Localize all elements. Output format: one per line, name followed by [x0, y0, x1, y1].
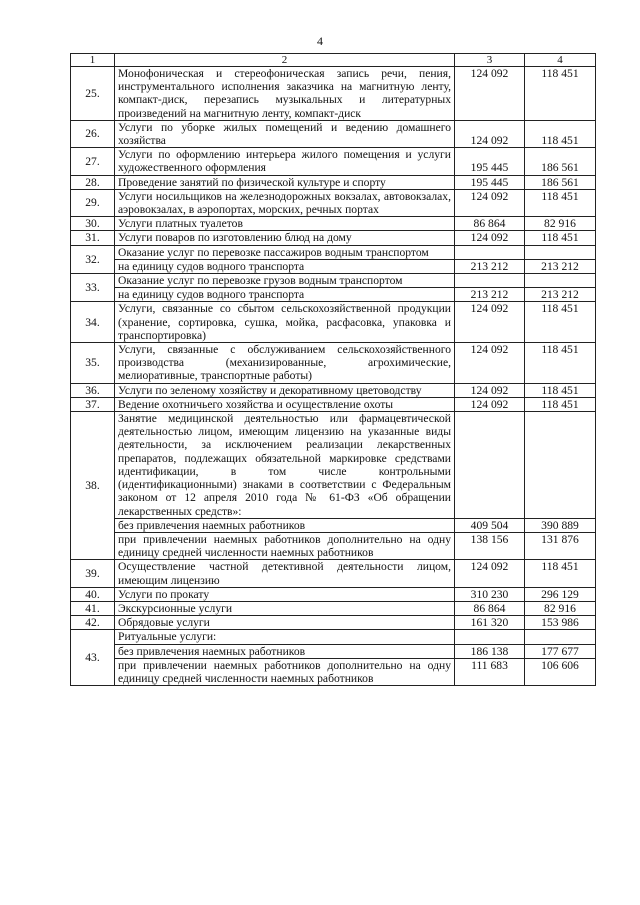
service-name: Монофоническая и стереофоническая запись речи, пения, инструментального исполнения заказчика на магнитную ленту, компакт-диск, перезапись музыкальных и литературных произведений на магнитную ленту, компакт-диск — [115, 67, 455, 121]
service-subitem: на единицу судов водного транспорта — [115, 259, 455, 273]
empty-cell — [525, 245, 596, 259]
empty-cell — [455, 245, 525, 259]
value-col4: 131 876 — [525, 532, 596, 559]
table-row — [71, 148, 596, 175]
service-name: Услуги по уборке жилых помещений и ведению домашнего хозяйства — [115, 120, 455, 147]
row-number: 25. — [71, 67, 115, 121]
value-col3: 124 092 — [455, 189, 525, 216]
value-col4: 390 889 — [525, 518, 596, 532]
row-number: 34. — [71, 302, 115, 343]
value-col3: 124 092 — [455, 397, 525, 411]
value-col4: 296 129 — [525, 587, 596, 601]
table-row — [71, 120, 596, 147]
table-row — [71, 175, 596, 189]
service-name: Ведение охотничьего хозяйства и осуществление охоты — [115, 397, 455, 411]
table-row — [71, 397, 596, 411]
table-row — [71, 67, 596, 121]
row-number: 28. — [71, 175, 115, 189]
service-name: Услуги поваров по изготовлению блюд на дому — [115, 231, 455, 245]
empty-cell — [455, 274, 525, 288]
table-row — [71, 601, 596, 615]
service-name: Оказание услуг по перевозке грузов водным транспортом — [115, 274, 455, 288]
service-name: Экскурсионные услуги — [115, 601, 455, 615]
value-col3: 186 138 — [455, 644, 525, 658]
value-col3: 195 445 — [455, 148, 525, 175]
value-col3: 124 092 — [455, 383, 525, 397]
row-number: 27. — [71, 148, 115, 175]
header-cell: 2 — [115, 54, 455, 67]
row-number: 31. — [71, 231, 115, 245]
value-col4: 213 212 — [525, 288, 596, 302]
service-name: Оказание услуг по перевозке пассажиров водным транспортом — [115, 245, 455, 259]
service-name: Осуществление частной детективной деятельности лицом, имеющим лицензию — [115, 560, 455, 587]
value-col3: 138 156 — [455, 532, 525, 559]
empty-cell — [525, 630, 596, 644]
table-row — [71, 630, 596, 644]
value-col4: 118 451 — [525, 231, 596, 245]
value-col3: 310 230 — [455, 587, 525, 601]
table-row — [71, 412, 596, 519]
value-col3: 124 092 — [455, 231, 525, 245]
value-col4: 118 451 — [525, 397, 596, 411]
row-number: 39. — [71, 560, 115, 587]
value-col4: 118 451 — [525, 120, 596, 147]
service-name: Услуги, связанные с обслуживанием сельскохозяйственного производства (механизированные, агрохимические, мелиоративные, транспортные работы) — [115, 343, 455, 384]
page-number: 4 — [317, 34, 323, 48]
value-col3: 124 092 — [455, 560, 525, 587]
value-col4: 186 561 — [525, 175, 596, 189]
table-row — [71, 274, 596, 288]
empty-cell — [525, 274, 596, 288]
row-number: 32. — [71, 245, 115, 273]
row-number: 41. — [71, 601, 115, 615]
row-number: 42. — [71, 616, 115, 630]
row-number: 30. — [71, 217, 115, 231]
value-col3: 124 092 — [455, 67, 525, 121]
service-name: Услуги, связанные со сбытом сельскохозяйственной продукции (хранение, сортировка, сушка, мойка, расфасовка, упаковка и транспортировка) — [115, 302, 455, 343]
table-row — [71, 343, 596, 384]
value-col3: 124 092 — [455, 343, 525, 384]
service-name: Проведение занятий по физической культуре и спорту — [115, 175, 455, 189]
row-number: 38. — [71, 412, 115, 560]
rates-table — [70, 53, 596, 686]
table-row — [71, 217, 596, 231]
table-subrow — [71, 532, 596, 559]
value-col3: 86 864 — [455, 601, 525, 615]
empty-cell — [525, 412, 596, 519]
table-subrow — [71, 658, 596, 685]
service-name: Услуги платных туалетов — [115, 217, 455, 231]
value-col4: 177 677 — [525, 644, 596, 658]
value-col4: 153 986 — [525, 616, 596, 630]
row-number: 33. — [71, 274, 115, 302]
header-cell: 1 — [71, 54, 115, 67]
service-name: Услуги носильщиков на железнодорожных вокзалах, автовокзалах, аэровокзалах, в аэропортах, морских, речных портах — [115, 189, 455, 216]
value-col4: 118 451 — [525, 383, 596, 397]
value-col3: 213 212 — [455, 288, 525, 302]
value-col3: 111 683 — [455, 658, 525, 685]
table-row — [71, 560, 596, 587]
service-name: Услуги по оформлению интерьера жилого помещения и услуги художественного оформления — [115, 148, 455, 175]
row-number: 40. — [71, 587, 115, 601]
table-row — [71, 616, 596, 630]
table-row — [71, 587, 596, 601]
value-col3: 195 445 — [455, 175, 525, 189]
row-number: 26. — [71, 120, 115, 147]
service-subitem: на единицу судов водного транспорта — [115, 288, 455, 302]
empty-cell — [455, 412, 525, 519]
service-name: Ритуальные услуги: — [115, 630, 455, 644]
table-subrow — [71, 518, 596, 532]
value-col4: 213 212 — [525, 259, 596, 273]
value-col3: 86 864 — [455, 217, 525, 231]
header-cell: 4 — [525, 54, 596, 67]
header-row — [71, 54, 596, 67]
row-number: 35. — [71, 343, 115, 384]
service-subitem: при привлечении наемных работников дополнительно на одну единицу средней численности наемных работников — [115, 658, 455, 685]
value-col4: 118 451 — [525, 189, 596, 216]
table-row — [71, 189, 596, 216]
service-subitem: без привлечения наемных работников — [115, 518, 455, 532]
row-number: 29. — [71, 189, 115, 216]
row-number: 36. — [71, 383, 115, 397]
service-name: Услуги по прокату — [115, 587, 455, 601]
service-name: Обрядовые услуги — [115, 616, 455, 630]
table-subrow — [71, 644, 596, 658]
value-col4: 82 916 — [525, 601, 596, 615]
header-cell: 3 — [455, 54, 525, 67]
value-col3: 213 212 — [455, 259, 525, 273]
table-subrow — [71, 288, 596, 302]
value-col4: 186 561 — [525, 148, 596, 175]
value-col4: 118 451 — [525, 67, 596, 121]
service-subitem: при привлечении наемных работников дополнительно на одну единицу средней численности наемных работников — [115, 532, 455, 559]
value-col4: 82 916 — [525, 217, 596, 231]
table-subrow — [71, 259, 596, 273]
value-col3: 124 092 — [455, 302, 525, 343]
table-row — [71, 231, 596, 245]
value-col3: 124 092 — [455, 120, 525, 147]
row-number: 37. — [71, 397, 115, 411]
value-col3: 161 320 — [455, 616, 525, 630]
service-subitem: без привлечения наемных работников — [115, 644, 455, 658]
service-name: Услуги по зеленому хозяйству и декоративному цветоводству — [115, 383, 455, 397]
table-row — [71, 245, 596, 259]
value-col4: 106 606 — [525, 658, 596, 685]
empty-cell — [455, 630, 525, 644]
table-row — [71, 383, 596, 397]
service-name: Занятие медицинской деятельностью или фармацевтической деятельностью лицом, имеющим лицензию на указанные виды деятельности, за исключением реализации лекарственных препаратов, подлежащих обязательной маркировке средствами идентификации, в том числе контрольными (идентификационными) знаками в соответствии с Федеральным законом от 12 апреля 2010 года № 61-ФЗ «Об обращении лекарственных средств»: — [115, 412, 455, 519]
table-row — [71, 302, 596, 343]
row-number: 43. — [71, 630, 115, 686]
value-col4: 118 451 — [525, 343, 596, 384]
value-col3: 409 504 — [455, 518, 525, 532]
value-col4: 118 451 — [525, 302, 596, 343]
value-col4: 118 451 — [525, 560, 596, 587]
